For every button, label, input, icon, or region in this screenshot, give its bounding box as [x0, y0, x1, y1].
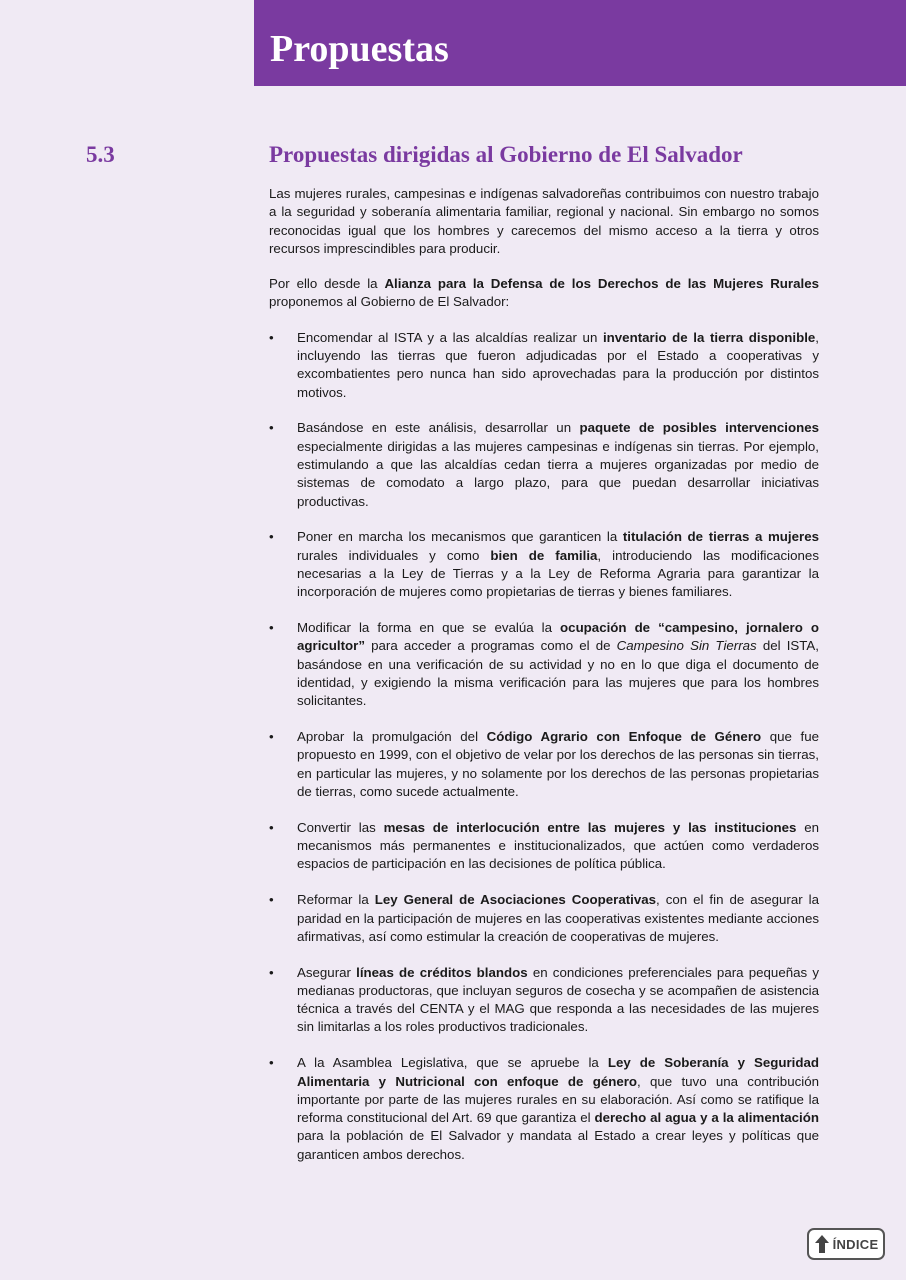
proposal-emphasis: titulación de tierras a mujeres	[622, 529, 819, 545]
proposal-emphasis: Ley de Soberanía y Seguridad Alimentaria y Nutricional con enfoque de género	[297, 1055, 819, 1089]
bullet-icon: •	[269, 1055, 274, 1071]
page-title: Propuestas	[270, 28, 449, 70]
proposal-text: , introduciendo las modificaciones necesarias a la Ley de Tierras y a la Ley de Reforma Agraria para garantizar la incorporación de mujeres como propietarias de tierras y bienes familiares.	[297, 547, 819, 600]
header-bar	[254, 0, 906, 86]
proposal-emphasis: ocupación de “campesino, jornalero o agricultor”	[297, 620, 819, 654]
proposal-emphasis: paquete de posibles intervenciones	[579, 420, 819, 436]
proposal-text: especialmente dirigidas a las mujeres campesinas e indígenas sin tierras. Por ejemplo, estimulando a que las alcaldías cedan tierra a mujeres organizadas por medio de sistemas de comodato a largo plazo, para que puedan desarrollar iniciativas productivas.	[297, 438, 819, 509]
proposal-text: en condiciones preferenciales para pequeñas y medianas productoras, que incluyan seguros de cosecha y se acompañen de asistencia técnica a través del CENTA y el MAG que responda a las necesidades de las mujeres sin limitarlas a los roles productivos tradicionales.	[297, 964, 819, 1035]
proposal-text: rurales individuales y como	[297, 547, 491, 563]
proposal-item	[269, 891, 819, 946]
proposal-text: , con el fin de asegurar la paridad en la participación de mujeres en las cooperativas existentes mediante acciones afirmativas, así como estimular la creación de cooperativas de mujeres.	[297, 892, 820, 944]
bullet-icon: •	[269, 529, 274, 545]
proposal-emphasis: inventario de la tierra disponible	[602, 329, 816, 345]
proposal-text: que fue propuesto en 1999, con el objetivo de velar por los derechos de las personas sin tierras, en particular las mujeres, y no solamente por los derechos de las personas propietarias de tierras, como sucede actualmente.	[297, 729, 819, 800]
proposal-text: , que tuvo una contribución importante por parte de las mujeres rurales en su elaboración. Así como se ratifique la reforma constitucional del Art. 69 que garantiza el	[297, 1073, 819, 1126]
proposal-text: A la Asamblea Legislativa, que se apruebe la	[297, 1055, 608, 1071]
proposal-text: Basándose en este análisis, desarrollar un	[297, 420, 580, 436]
lead-organization: Alianza para la Defensa de los Derechos de las Mujeres Rurales	[384, 276, 819, 292]
proposal-emphasis: derecho al agua y a la alimentación	[594, 1110, 819, 1126]
lead-post: proponemos al Gobierno de El Salvador:	[269, 294, 510, 310]
bullet-icon: •	[269, 420, 274, 436]
proposal-text: Convertir las	[297, 819, 384, 835]
proposal-item	[269, 964, 819, 1037]
proposal-item	[269, 329, 819, 402]
proposal-emphasis: mesas de interlocución entre las mujeres y las instituciones	[383, 819, 797, 835]
bullet-icon: •	[269, 729, 274, 745]
proposals-list	[269, 329, 819, 1164]
section-title: Propuestas dirigidas al Gobierno de El Salvador	[269, 142, 743, 167]
proposal-text: Aprobar la promulgación del	[297, 729, 487, 745]
proposal-text: Encomendar al ISTA y a las alcaldías realizar un	[297, 329, 603, 345]
proposal-text: Asegurar	[297, 964, 357, 980]
proposal-text: para la población de El Salvador y mandata al Estado a crear leyes y políticas que garanticen ambos derechos.	[297, 1128, 819, 1162]
section-number: 5.3	[86, 142, 115, 167]
bullet-icon: •	[269, 964, 274, 980]
proposal-item	[269, 1054, 819, 1164]
lead-pre: Por ello desde la	[269, 276, 385, 292]
bullet-icon: •	[269, 819, 274, 835]
proposal-emphasis: líneas de créditos blandos	[356, 964, 528, 980]
main-content	[269, 185, 819, 1182]
up-arrow-icon	[814, 1234, 830, 1254]
bullet-icon: •	[269, 892, 274, 908]
lead-paragraph	[269, 275, 819, 312]
proposal-item	[269, 728, 819, 801]
intro-paragraph: Las mujeres rurales, campesinas e indígenas salvadoreñas contribuimos con nuestro trabajo a la seguridad y soberanía alimentaria familiar, regional y nacional. Sin embargo no somos reconocidas igual que los hombres y carecemos del mismo acceso a la tierra y otros recursos imprescindibles para producir.	[269, 186, 819, 256]
indice-label: ÍNDICE	[832, 1236, 879, 1252]
proposal-text: del ISTA, basándose en una verificación de su actividad y no en lo que diga el documento de identidad, y exigiendo la misma verificación para las mujeres que para los hombres solicitantes.	[297, 638, 819, 709]
proposal-item	[269, 419, 819, 510]
proposal-text: para acceder a programas como el de	[364, 638, 617, 654]
proposal-text: Modificar la forma en que se evalúa la	[297, 620, 561, 636]
proposal-emphasis: bien de familia	[490, 547, 598, 563]
indice-button[interactable]	[807, 1228, 885, 1260]
proposal-item	[269, 619, 819, 710]
proposal-text: Campesino Sin Tierras	[616, 638, 757, 654]
proposal-item	[269, 819, 819, 874]
proposal-text: en mecanismos más permanentes e institucionalizados, que actúen como verdaderos espacios de participación en las decisiones de política pública.	[297, 819, 819, 872]
proposal-item	[269, 528, 819, 601]
bullet-icon: •	[269, 620, 274, 636]
proposal-text: , incluyendo las tierras que fueron adjudicadas por el Estado a cooperativas y excombatientes pero nunca han sido aprovechadas para la producción por distintos motivos.	[297, 329, 819, 400]
bullet-icon: •	[269, 329, 274, 345]
proposal-text: Reformar la	[297, 892, 375, 908]
proposal-emphasis: Ley General de Asociaciones Cooperativas	[374, 892, 657, 908]
proposal-text: Poner en marcha los mecanismos que garanticen la	[297, 529, 623, 545]
proposal-emphasis: Código Agrario con Enfoque de Género	[486, 729, 762, 745]
